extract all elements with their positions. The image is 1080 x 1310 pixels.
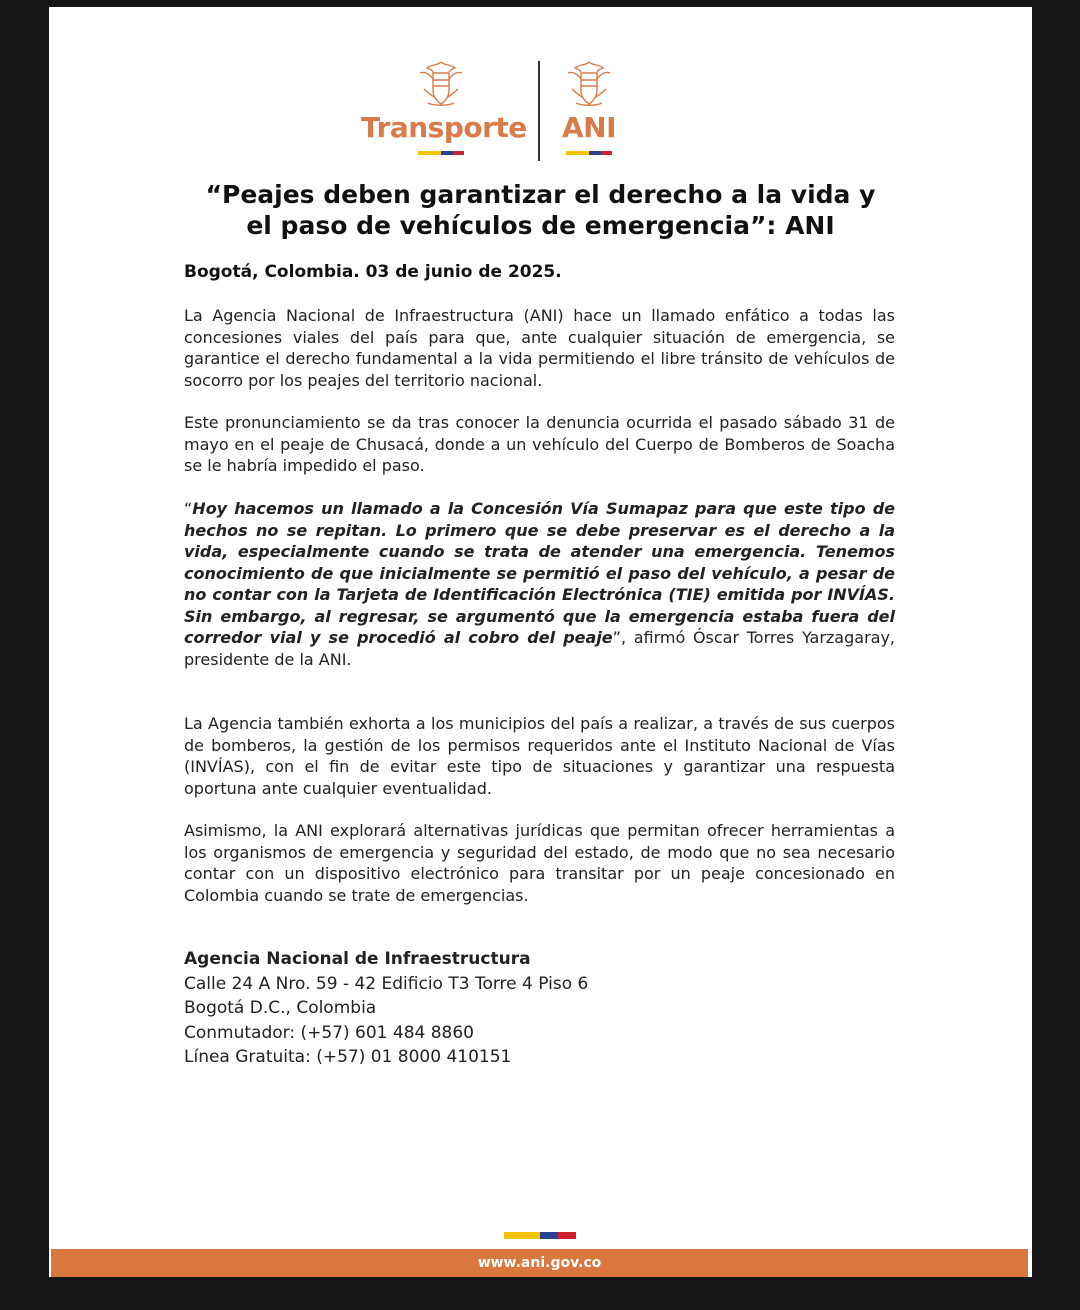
president-quote: Hoy hacemos un llamado a la Concesión Vía Sumapaz para que este tipo de hechos no se repitan. Lo primero que se debe preservar es el derecho a la vida, especialmente cuando se trata de atender una emergencia. Tenemos conocimiento de que inicialmente se permitió el paso del vehículo, a pesar de no contar con la Tarjeta de Identificación Electrónica (TIE) emitida por INVÍAS. Sin embargo, al regresar, se argumentó que la emergencia estaba fuera del corredor vial y se procedió al cobro del peaje xyxy=(184,499,895,647)
press-release-title xyxy=(89,179,992,241)
quote-open-mark: “ xyxy=(184,499,193,518)
footer-bar xyxy=(51,1249,1028,1277)
footer-flag-stripe xyxy=(504,1232,576,1239)
paragraph-4: La Agencia también exhorta a los municipios del país a realizar, a través de sus cuerpos de bomberos, la gestión de los permisos requeridos ante el Instituto Nacional de Vías (INVÍAS), con el fin de evitar este tipo de situaciones y garantizar una respuesta oportuna ante cualquier eventualidad. xyxy=(184,714,895,798)
transporte-logo xyxy=(361,59,527,155)
contact-toll-free: Línea Gratuita: (+57) 01 8000 410151 xyxy=(184,1047,512,1067)
contact-block xyxy=(184,947,588,1070)
ani-logo xyxy=(554,59,624,155)
contact-org: Agencia Nacional de Infraestructura xyxy=(184,949,531,969)
paragraph-5: Asimismo, la ANI explorará alternativas jurídicas que permitan ofrecer herramientas a los organismos de emergencia y seguridad del estado, de modo que no sea necesario contar con un dispositivo electrónico para transitar por un peaje concesionado en Colombia cuando se trate de emergencias. xyxy=(184,821,895,905)
title-line-1: “Peajes deben garantizar el derecho a la vida y xyxy=(205,180,876,209)
colombia-flag-stripe xyxy=(566,151,612,155)
contact-city: Bogotá D.C., Colombia xyxy=(184,998,377,1018)
contact-address: Calle 24 A Nro. 59 - 42 Edificio T3 Torre 4 Piso 6 xyxy=(184,973,589,994)
footer-website-link[interactable]: www.ani.gov.co xyxy=(477,1255,602,1271)
document-page xyxy=(49,7,1032,1277)
transporte-logo-text: Transporte xyxy=(361,111,527,144)
quote-attribution: ”, afirmó Óscar Torres Yarzagaray, presidente de la ANI. xyxy=(184,628,895,669)
colombia-flag-stripe xyxy=(418,151,464,155)
dateline: Bogotá, Colombia. 03 de junio de 2025. xyxy=(184,262,562,282)
paragraph-2: Este pronunciamiento se da tras conocer la denuncia ocurrida el pasado sábado 31 de mayo en el peaje de Chusacá, donde a un vehículo del Cuerpo de Bomberos de Soacha se le habría impedido el paso. xyxy=(184,413,895,475)
paragraph-1: La Agencia Nacional de Infraestructura (ANI) hace un llamado enfático a todas las concesiones viales del país para que, ante cualquier situación de emergencia, se garantice el derecho fundamental a la vida permitiendo el libre tránsito de vehículos de socorro por los peajes del territorio nacional. xyxy=(184,306,895,390)
colombia-coat-of-arms-icon xyxy=(566,59,612,109)
contact-switchboard: Conmutador: (+57) 601 484 8860 xyxy=(184,1022,474,1043)
logo-divider xyxy=(538,61,540,161)
ani-logo-text: ANI xyxy=(561,111,617,144)
paragraph-3-quote xyxy=(184,498,895,670)
colombia-coat-of-arms-icon xyxy=(418,59,464,109)
title-line-2: el paso de vehículos de emergencia”: ANI xyxy=(246,211,835,240)
